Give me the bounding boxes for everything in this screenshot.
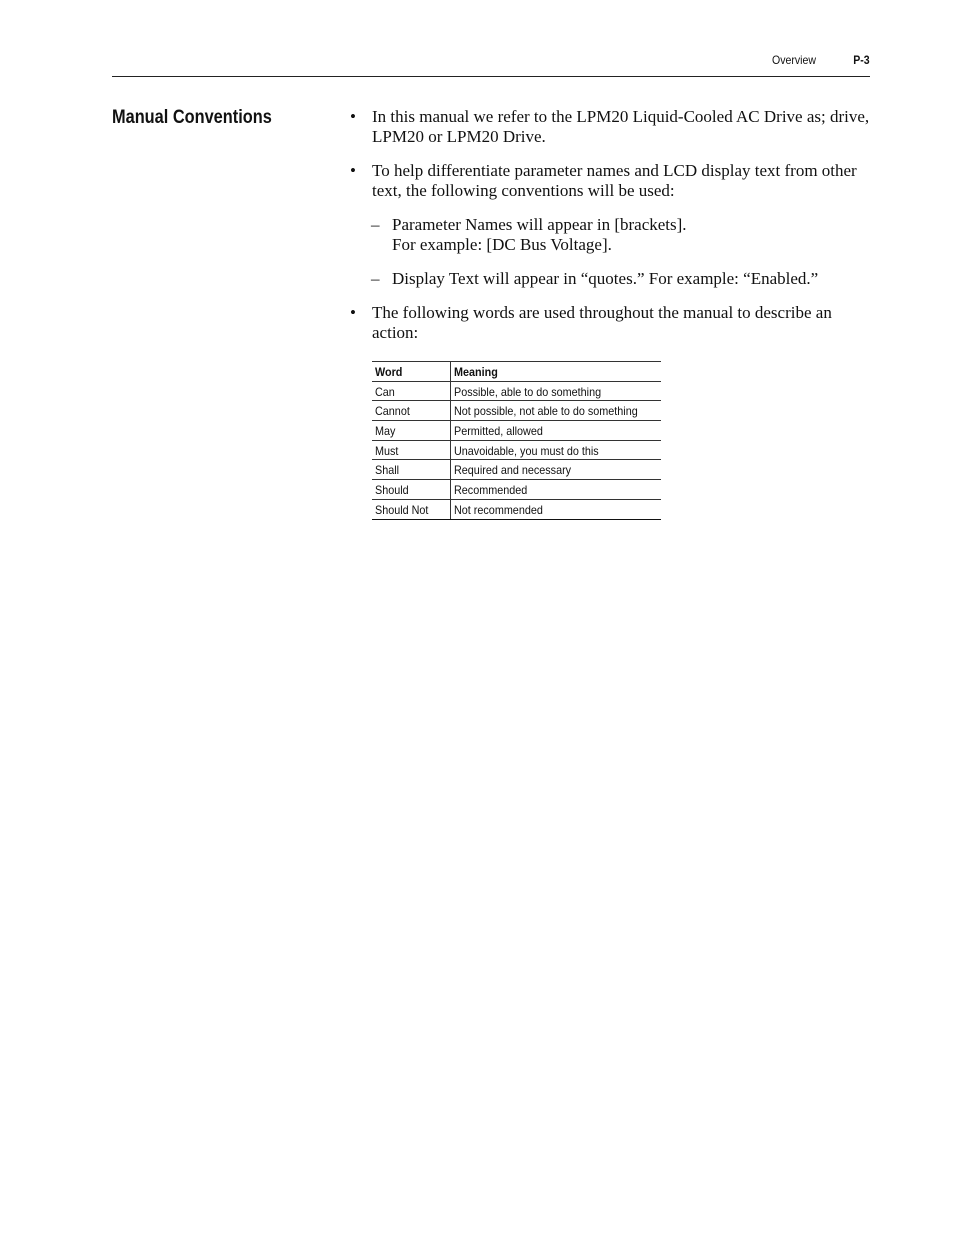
meaning-cell: Permitted, allowed (450, 421, 661, 441)
table-row (372, 440, 661, 460)
word-cell: Should Not (372, 499, 450, 519)
conventions-table (372, 361, 661, 520)
sub-item-text: Parameter Names will appear in [brackets]. (392, 215, 687, 234)
meaning-cell: Recommended (450, 480, 661, 500)
sub-item (350, 269, 870, 289)
table-row (372, 381, 661, 401)
sub-item-example: For example: [DC Bus Voltage]. (392, 235, 612, 254)
column-header-meaning: Meaning (450, 362, 661, 382)
table-row (372, 421, 661, 441)
bullet-mark: • (350, 161, 356, 180)
word-cell: Must (372, 440, 450, 460)
table-row (372, 499, 661, 519)
page-header (112, 52, 870, 77)
content-body (350, 107, 870, 357)
bullet-item (350, 161, 870, 201)
meaning-cell: Not recommended (450, 499, 661, 519)
meaning-cell: Not possible, not able to do something (450, 401, 661, 421)
sub-item-text: Display Text will appear in “quotes.” For example: “Enabled.” (392, 269, 819, 288)
dash-mark: – (371, 269, 380, 288)
dash-mark: – (371, 215, 380, 234)
bullet-mark: • (350, 107, 356, 126)
meaning-cell: Unavoidable, you must do this (450, 440, 661, 460)
bullet-text: The following words are used throughout the manual to describe an action: (372, 303, 832, 342)
word-cell: Should (372, 480, 450, 500)
word-cell: May (372, 421, 450, 441)
sub-item (350, 215, 870, 255)
table-row (372, 401, 661, 421)
word-cell: Can (372, 381, 450, 401)
bullet-text: To help differentiate parameter names and LCD display text from other text, the following conventions will be used: (372, 161, 857, 200)
page-number: P-3 (853, 53, 870, 67)
bullet-item (350, 107, 870, 147)
meaning-cell: Required and necessary (450, 460, 661, 480)
table-header-row (372, 362, 661, 382)
word-cell: Shall (372, 460, 450, 480)
bullet-item (350, 303, 870, 343)
meaning-cell: Possible, able to do something (450, 381, 661, 401)
bullet-text: In this manual we refer to the LPM20 Liquid-Cooled AC Drive as; drive, LPM20 or LPM20 Drive. (372, 107, 870, 146)
table-row (372, 480, 661, 500)
bullet-mark: • (350, 303, 356, 322)
column-header-word: Word (372, 362, 450, 382)
section-title: Manual Conventions (112, 107, 272, 128)
header-section-name: Overview (771, 53, 816, 67)
table-row (372, 460, 661, 480)
word-cell: Cannot (372, 401, 450, 421)
